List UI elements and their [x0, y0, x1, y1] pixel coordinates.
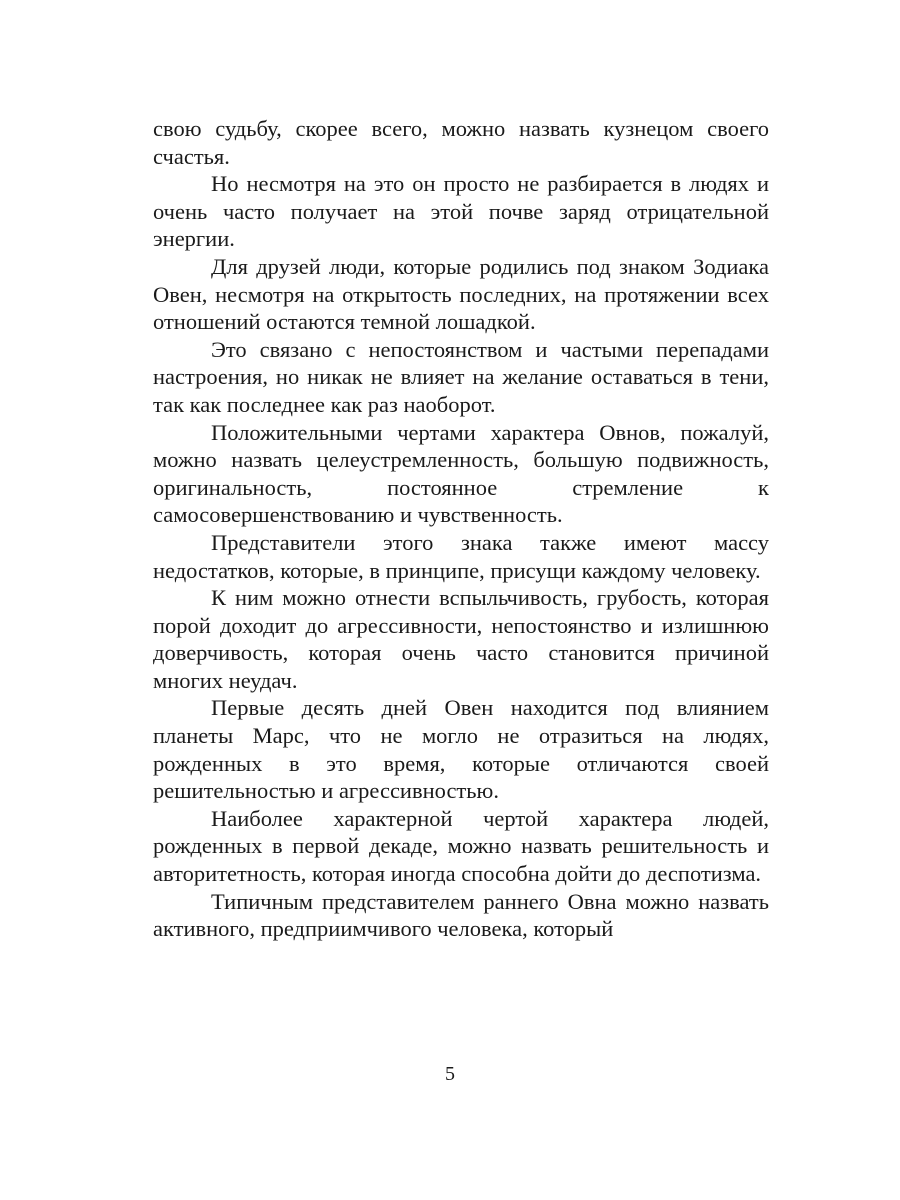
paragraph: Наиболее характерной чертой характера людей, рожденных в первой декаде, можно назвать решительность и авторитетность, которая иногда способна дойти до деспотизма.: [153, 805, 769, 887]
paragraph: Представители этого знака также имеют массу недостатков, которые, в принципе, присущи каждому человеку.: [153, 529, 769, 583]
paragraph: Первые десять дней Овен находится под влиянием планеты Марс, что не могло не отразиться на людях, рожденных в это время, которые отличаются своей решительностью и агрессивностью.: [153, 695, 769, 804]
paragraph-last: Типичным представителем раннего Овна можно назвать активного, предприимчивого человека, который: [153, 888, 769, 942]
body-text: [153, 115, 769, 943]
paragraph-continued: свою судьбу, скорее всего, можно назвать кузнецом своего счастья.: [153, 116, 769, 169]
paragraph: Положительными чертами характера Овнов, пожалуй, можно назвать целеустремленность, большую подвижность, оригинальность, постоянное стремление к самосовершенствованию и чувственность.: [153, 419, 769, 528]
page-number: 5: [445, 1063, 455, 1085]
paragraph: Но несмотря на это он просто не разбирается в людях и очень часто получает на этой почве заряд отрицательной энергии.: [153, 171, 769, 252]
paragraph: К ним можно отнести вспыльчивость, грубость, которая порой доходит до агрессивности, непостоянство и излишнюю доверчивость, которая очень часто становится причиной многих неудач.: [153, 585, 769, 693]
paragraph: Это связано с непостоянством и частыми перепадами настроения, но никак не влияет на желание оставаться в тени, так как последнее как раз наоборот.: [153, 336, 769, 417]
paragraph: Для друзей люди, которые родились под знаком Зодиака Овен, несмотря на открытость последних, на протяжении всех отношений остаются темной лошадкой.: [153, 253, 769, 335]
